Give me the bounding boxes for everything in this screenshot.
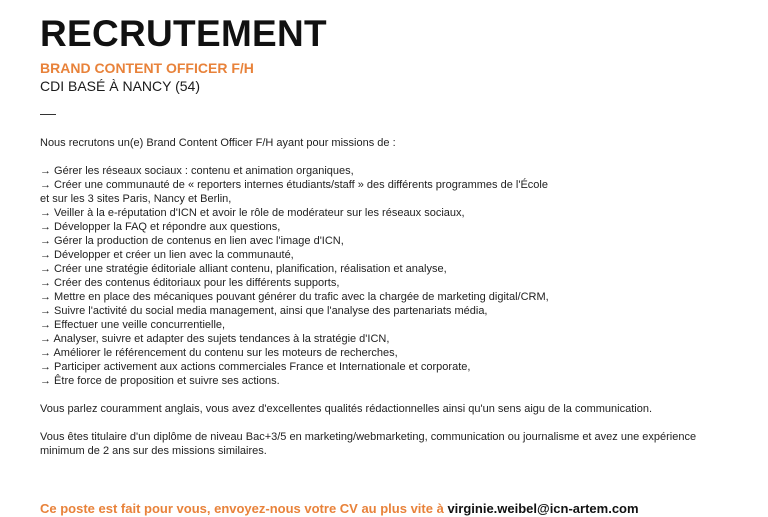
missions-list	[40, 164, 700, 388]
page-title: RECRUTEMENT	[40, 13, 327, 54]
job-description	[40, 136, 700, 472]
contact-email-link[interactable]: virginie.weibel@icn-artem.com	[447, 501, 639, 516]
contract-location: CDI BASÉ À NANCY (54)	[40, 78, 201, 94]
mission-item: → Participer activement aux actions commerciales France et Internationale et corporate,	[40, 361, 471, 373]
cta-text: Ce poste est fait pour vous, envoyez-nous votre CV au plus vite à	[40, 501, 448, 516]
mission-item: → Créer une stratégie éditoriale alliant contenu, planification, réalisation et analyse,	[40, 263, 447, 275]
languages-paragraph: Vous parlez couramment anglais, vous avez d'excellentes qualités rédactionnelles ainsi qu'un sens aigu de la communication.	[40, 403, 652, 415]
mission-item: → Gérer la production de contenus en lien avec l'image d'ICN,	[40, 235, 344, 247]
mission-item: → Mettre en place des mécaniques pouvant générer du trafic avec la chargée de marketing digital/CRM,	[40, 291, 549, 303]
mission-item: → Suivre l'activité du social media management, ainsi que l'analyse des partenariats média,	[40, 305, 488, 317]
application-call-to-action	[40, 501, 639, 517]
intro-text: Nous recrutons un(e) Brand Content Officer F/H ayant pour missions de :	[40, 137, 396, 149]
mission-item: → Effectuer une veille concurrentielle,	[40, 319, 226, 331]
job-title: BRAND CONTENT OFFICER F/H	[40, 60, 254, 76]
mission-item: → Être force de proposition et suivre ses actions.	[40, 375, 280, 387]
mission-item: → Créer une communauté de « reporters internes étudiants/staff » des différents programmes de l'École	[40, 179, 548, 191]
mission-item: → Veiller à la e-réputation d'ICN et avoir le rôle de modérateur sur les réseaux sociaux,	[40, 207, 465, 219]
mission-item: → Créer des contenus éditoriaux pour les différents supports,	[40, 277, 340, 289]
mission-item: → Développer et créer un lien avec la communauté,	[40, 249, 294, 261]
divider	[40, 114, 56, 115]
mission-item: → Gérer les réseaux sociaux : contenu et animation organiques,	[40, 165, 354, 177]
mission-item: et sur les 3 sites Paris, Nancy et Berlin,	[40, 193, 232, 205]
mission-item: → Développer la FAQ et répondre aux questions,	[40, 221, 281, 233]
mission-item: → Analyser, suivre et adapter des sujets tendances à la stratégie d'ICN,	[40, 333, 390, 345]
requirements-paragraph: Vous êtes titulaire d'un diplôme de niveau Bac+3/5 en marketing/webmarketing, communication ou journalisme et avez une expérience minimum de 2 ans sur des missions similaires.	[40, 431, 697, 457]
mission-item: → Améliorer le référencement du contenu sur les moteurs de recherches,	[40, 347, 398, 359]
